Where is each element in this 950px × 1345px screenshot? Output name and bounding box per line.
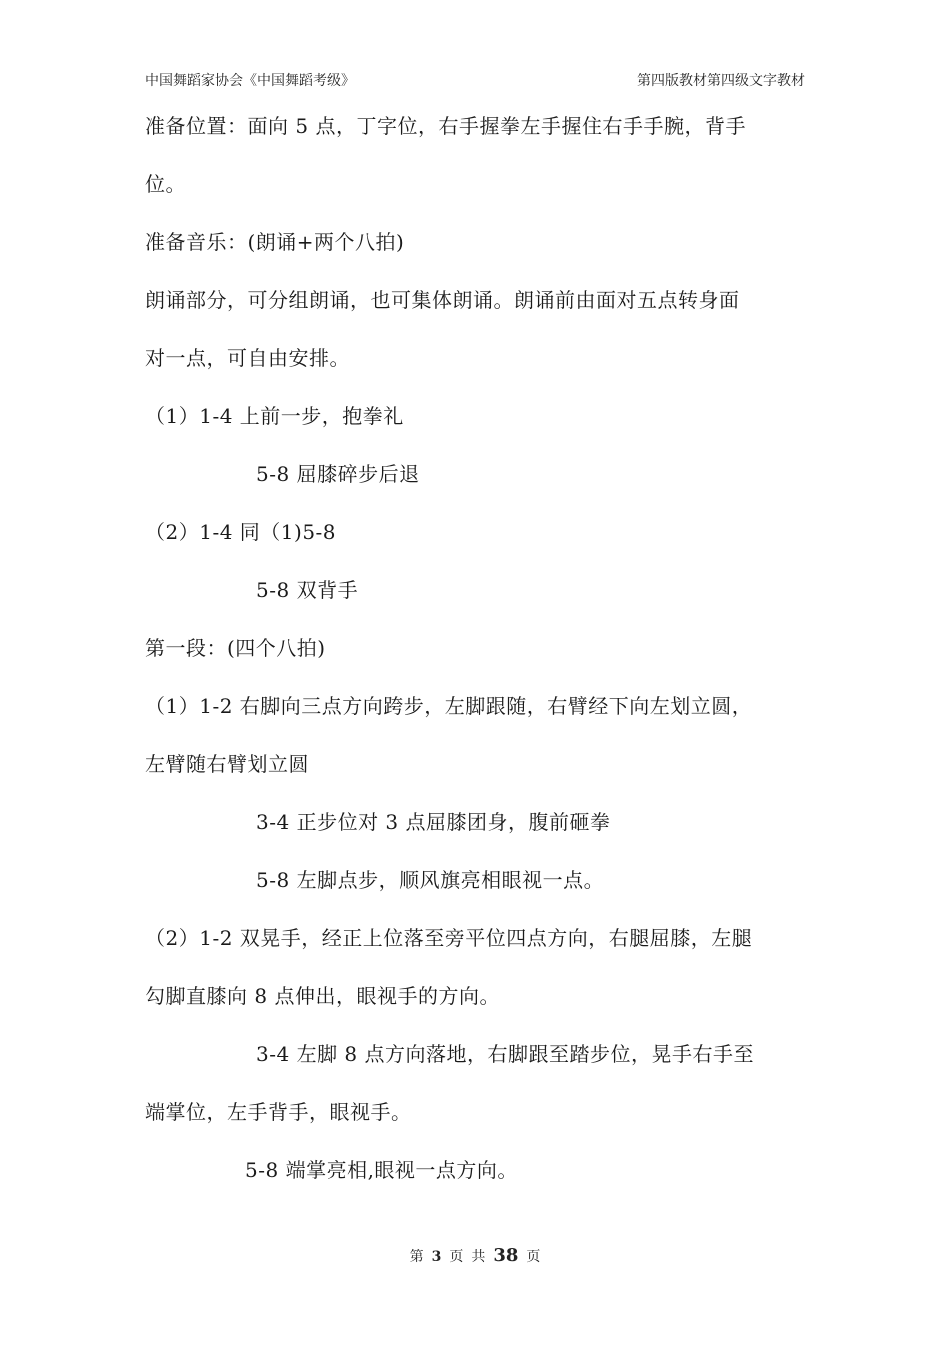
body-line: （1）1-4 上前一步，抱拳礼 — [145, 404, 404, 428]
page-footer — [0, 1245, 950, 1266]
current-page-number: 3 — [431, 1249, 442, 1265]
body-line: 准备音乐：(朗诵+两个八拍) — [145, 230, 405, 254]
body-line: 3-4 左脚 8 点方向落地，右脚跟至踏步位，晃手右手至 — [256, 1042, 755, 1066]
body-line: 5-8 双背手 — [256, 578, 359, 602]
body-line: 5-8 屈膝碎步后退 — [256, 462, 420, 486]
body-line: 端掌位，左手背手，眼视手。 — [145, 1100, 412, 1124]
footer-suffix: 页 — [526, 1249, 541, 1265]
body-line: 准备位置：面向 5 点，丁字位，右手握拳左手握住右手手腕，背手 — [145, 114, 746, 138]
footer-page-word: 页 — [449, 1249, 464, 1265]
footer-total-word: 共 — [471, 1249, 486, 1265]
body-line: 朗诵部分，可分组朗诵，也可集体朗诵。朗诵前由面对五点转身面 — [145, 288, 740, 312]
body-line: （2）1-4 同（1)5-8 — [145, 520, 337, 544]
total-pages-number: 38 — [493, 1245, 519, 1266]
body-line: 左臂随右臂划立圆 — [145, 752, 309, 776]
body-line: 对一点，可自由安排。 — [145, 346, 350, 370]
body-line: 5-8 左脚点步，顺风旗亮相眼视一点。 — [256, 868, 605, 892]
body-line: （1）1-2 右脚向三点方向跨步，左脚跟随，右臂经下向左划立圆， — [145, 694, 753, 718]
body-line: 3-4 正步位对 3 点屈膝团身，腹前砸拳 — [256, 810, 611, 834]
body-line: 位。 — [145, 172, 186, 196]
header-left-text: 中国舞蹈家协会《中国舞蹈考级》 — [145, 73, 355, 89]
footer-prefix: 第 — [409, 1249, 424, 1265]
body-line: 5-8 端掌亮相,眼视一点方向。 — [245, 1158, 518, 1182]
body-line: （2）1-2 双晃手，经正上位落至旁平位四点方向，右腿屈膝，左腿 — [145, 926, 753, 950]
body-line: 第一段：(四个八拍) — [145, 636, 326, 660]
header-right-text: 第四版教材第四级文字教材 — [637, 73, 805, 89]
body-line: 勾脚直膝向 8 点伸出，眼视手的方向。 — [145, 984, 500, 1008]
